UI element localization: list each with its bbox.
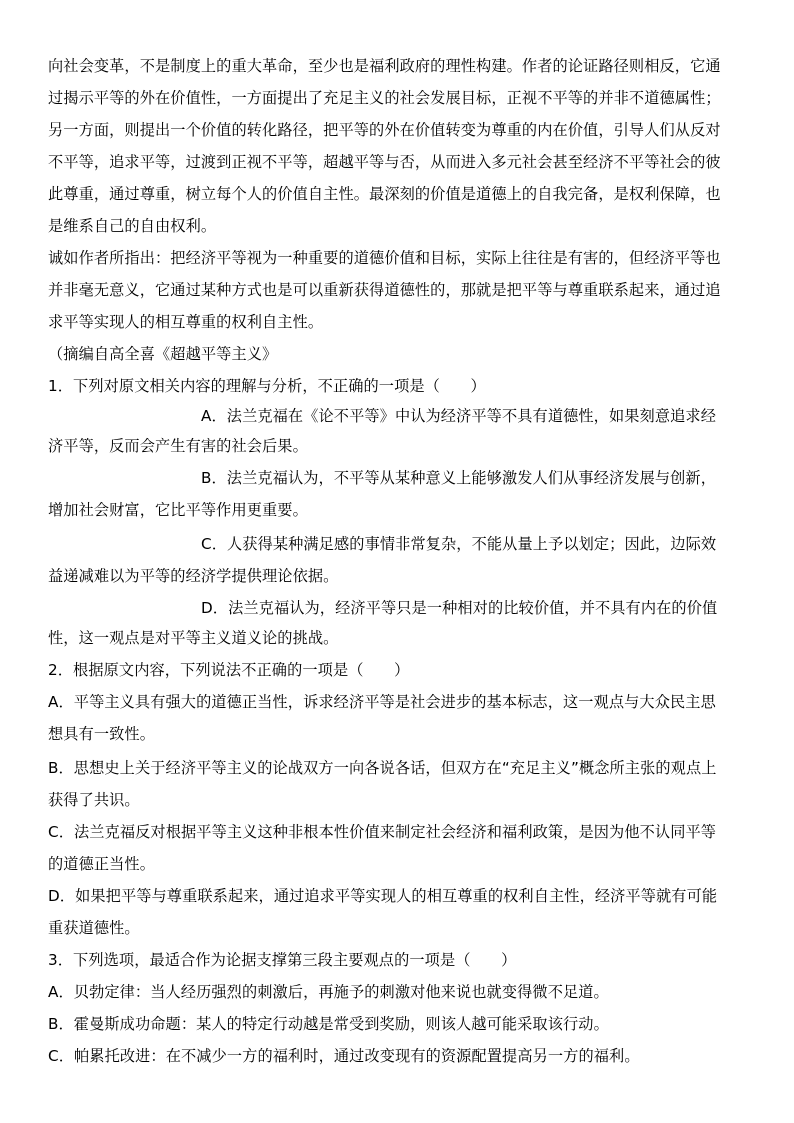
- text-line: 此尊重，通过尊重，树立每个人的价值自主性。最深刻的价值是道德上的自我完备，是权利保障，也: [48, 185, 721, 203]
- option-d-cont: 性，这一观点是对平等主义道义论的挑战。: [48, 629, 339, 647]
- option-c-cont: 的道德正当性。: [48, 855, 156, 873]
- option-b-cont: 获得了共识。: [48, 791, 140, 809]
- option-d: D．如果把平等与尊重联系起来，通过追求平等实现人的相互尊重的权利自主性，经济平等就有可能: [48, 887, 718, 905]
- option-d-cont: 重获道德性。: [48, 919, 140, 937]
- text-line: 不平等，追求平等，过渡到正视不平等，超越平等与否，从而进入多元社会甚至经济不平等社会的彼: [48, 153, 721, 171]
- text-line: 诚如作者所指出：把经济平等视为一种重要的道德价值和目标，实际上往往是有害的，但经济平等也: [48, 249, 721, 267]
- text-line: 向社会变革，不是制度上的重大革命，至少也是福利政府的理性构建。作者的论证路径则相反，它通: [48, 57, 721, 75]
- option-d: D．法兰克福认为，经济平等只是一种相对的比较价值，并不具有内在的价值: [201, 599, 718, 617]
- question-stem: 1．下列对原文相关内容的理解与分析，不正确的一项是（ ）: [48, 377, 486, 395]
- option-c-cont: 益递减难以为平等的经济学提供理论依据。: [48, 567, 339, 585]
- text-line: 求平等实现人的相互尊重的权利自主性。: [48, 313, 324, 331]
- option-b: B．霍曼斯成功命题：某人的特定行动越是常受到奖励，则该人越可能采取该行动。: [48, 1015, 609, 1033]
- option-a: A．平等主义具有强大的道德正当性，诉求经济平等是社会进步的基本标志，这一观点与大众民主思: [48, 693, 716, 711]
- option-c: C．法兰克福反对根据平等主义这种非根本性价值来制定社会经济和福利政策，是因为他不认同平等: [48, 823, 717, 841]
- option-a-cont: 想具有一致性。: [48, 725, 156, 743]
- option-b: B．思想史上关于经济平等主义的论战双方一向各说各话，但双方在“充足主义”概念所主张的观点上: [48, 759, 717, 777]
- option-c: C．帕累托改进：在不减少一方的福利时，通过改变现有的资源配置提高另一方的福利。: [48, 1047, 640, 1065]
- option-b: B．法兰克福认为，不平等从某种意义上能够激发人们从事经济发展与创新，: [201, 469, 717, 487]
- source-citation: （摘编自高全喜《超越平等主义》: [48, 345, 278, 363]
- text-line: 是维系自己的自由权利。: [48, 217, 217, 235]
- text-line: 并非毫无意义，它通过某种方式也是可以重新获得道德性的，那就是把平等与尊重联系起来，通过追: [48, 281, 721, 299]
- option-a-cont: 济平等，反而会产生有害的社会后果。: [48, 437, 308, 455]
- option-a: A．贝勃定律：当人经历强烈的刺激后，再施予的刺激对他来说也就变得微不足道。: [48, 983, 609, 1001]
- text-line: 过揭示平等的外在价值性，一方面提出了充足主义的社会发展目标，正视不平等的并非不道德属性；: [48, 89, 721, 107]
- option-a: A．法兰克福在《论不平等》中认为经济平等不具有道德性，如果刻意追求经: [201, 407, 716, 425]
- text-line: 另一方面，则提出一个价值的转化路径，把平等的外在价值转变为尊重的内在价值，引导人们从反对: [48, 121, 721, 139]
- question-stem: 3．下列选项，最适合作为论据支撑第三段主要观点的一项是（ ）: [48, 951, 517, 969]
- question-stem: 2．根据原文内容，下列说法不正确的一项是（ ）: [48, 661, 410, 679]
- option-c: C．人获得某种满足感的事情非常复杂，不能从量上予以划定；因此，边际效: [201, 535, 717, 553]
- option-b-cont: 增加社会财富，它比平等作用更重要。: [48, 501, 308, 519]
